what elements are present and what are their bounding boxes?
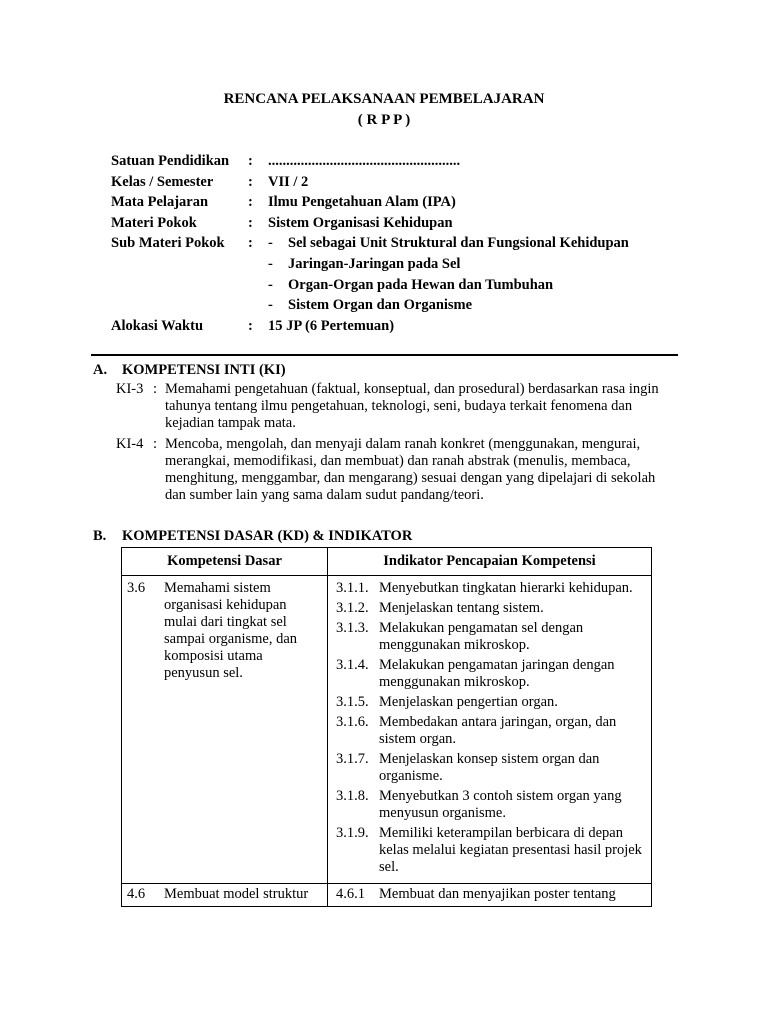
indicator-list [328,576,651,883]
indicator-item [336,714,645,748]
indicator-number: 3.1.1. [336,580,369,596]
info-value: ..................................................... [268,153,461,169]
info-value: VII / 2 [268,173,309,190]
section-letter: A. [93,362,108,378]
table-row [122,576,652,884]
kd-number: 3.6 [127,580,146,596]
info-value [268,256,691,273]
indicator-text: Menjelaskan konsep sistem organ dan organisme. [379,751,600,784]
indicator-number: 3.1.4. [336,657,369,673]
info-label: Mata Pelajaran [111,194,209,211]
kd-text: Membuat model struktur [164,886,309,902]
indicator-text: Menjelaskan pengertian organ. [379,694,558,710]
indicator-number: 3.1.3. [336,620,369,636]
document-title: RENCANA PELAKSANAAN PEMBELAJARAN [223,91,545,107]
section-letter: B. [93,528,107,544]
kd-cell [122,576,328,884]
document-subtitle: ( R P P ) [357,112,411,128]
indicator-text: Menyebutkan tingkatan hierarki kehidupan. [379,580,633,596]
info-colon: : [248,153,253,169]
section-title: KOMPETENSI INTI (KI) [122,362,286,378]
info-label: Kelas / Semester [111,173,214,190]
info-label: Sub Materi Pokok [111,235,225,252]
indicator-item [336,751,645,785]
info-label: Materi Pokok [111,214,197,231]
info-value [268,297,691,314]
info-label: Alokasi Waktu [111,317,204,334]
ki-4-item [116,436,676,504]
info-colon: : [248,194,253,211]
info-row-sub-materi-2 [111,256,691,277]
ki-colon: : [153,436,158,452]
info-row-alokasi [111,318,691,339]
kd-indicator-table [121,547,652,907]
indicator-text: Memiliki keterampilan berbicara di depan kelas melalui kegiatan presentasi hasil projek sel. [379,825,642,875]
info-row-materi [111,215,691,236]
info-value: Sistem Organisasi Kehidupan [268,214,453,231]
info-row-sub-materi [111,235,691,256]
info-value [268,277,691,294]
ki-text: Memahami pengetahuan (faktual, konseptual, dan prosedural) berdasarkan rasa ingin tahunya tentang ilmu pengetahuan, teknologi, seni, budaya terkait fenomena dan kejadian tampak mata. [165,381,659,431]
info-colon: : [248,317,253,334]
indicator-item [336,825,645,876]
indicator-number: 3.1.6. [336,714,369,730]
ki-text: Mencoba, mengolah, dan menyaji dalam ranah konkret (menggunakan, mengurai, merangkai, memodifikasi, dan membuat) dan ranah abstrak (menulis, membaca, menghitung, menggambar, dan mengarang) sesuai dengan yang dipelajari di sekolah dan sumber lain yang sama dalam sudut pandang/teori. [165,436,656,503]
indicator-item [336,620,645,654]
info-row-mapel [111,194,691,215]
indicator-text: Melakukan pengamatan sel dengan menggunakan mikroskop. [379,620,584,653]
info-row-kelas [111,174,691,195]
indicator-number: 3.1.5. [336,694,369,710]
kd-number: 4.6 [127,886,146,902]
indicator-item [336,886,645,903]
indicator-item [336,600,645,617]
indicator-text: Menyebutkan 3 contoh sistem organ yang menyusun organisme. [379,788,622,821]
column-header-kd: Kompetensi Dasar [122,548,328,576]
info-row-sub-materi-3 [111,277,691,298]
ki-3-item [116,381,676,432]
ki-code: KI-3 [116,381,144,397]
indicator-text: Membedakan antara jaringan, organ, dan sistem organ. [379,714,617,747]
info-value: 15 JP (6 Pertemuan) [268,317,395,334]
ki-code: KI-4 [116,436,144,452]
indicator-text: Membuat dan menyajikan poster tentang [379,886,616,902]
info-value [268,235,691,252]
info-row-sub-materi-4 [111,297,691,318]
kd-cell [122,884,328,907]
sub-materi-item: Jaringan-Jaringan pada Sel [288,255,461,272]
list-dash: - [268,255,273,272]
indicator-number: 3.1.9. [336,825,369,841]
indicator-cell [328,884,652,907]
section-b-heading [93,528,412,545]
info-label: Satuan Pendidikan [111,153,230,169]
info-value: Ilmu Pengetahuan Alam (IPA) [268,194,456,211]
horizontal-divider [91,354,678,356]
list-dash: - [268,297,273,314]
info-colon: : [248,214,253,231]
indicator-item [336,580,645,597]
info-colon: : [248,173,253,190]
indicator-text: Menjelaskan tentang sistem. [379,600,544,616]
identity-block [111,153,691,338]
kd-text: Memahami sistem organisasi kehidupan mulai dari tingkat sel sampai organisme, dan komposisi utama penyusun sel. [164,580,298,681]
indicator-number: 3.1.8. [336,788,369,804]
sub-materi-item: Organ-Organ pada Hewan dan Tumbuhan [288,276,554,293]
table-row [122,884,652,907]
table-header-row [122,548,652,576]
list-dash: - [268,235,273,252]
column-header-indicator: Indikator Pencapaian Kompetensi [328,548,652,576]
info-row-satuan [111,153,691,174]
list-dash: - [268,276,273,293]
info-colon: : [248,235,253,252]
indicator-number: 3.1.7. [336,751,369,767]
sub-materi-item: Sel sebagai Unit Struktural dan Fungsional Kehidupan [288,235,629,252]
indicator-cell [328,576,652,884]
indicator-item [336,694,645,711]
indicator-item [336,657,645,691]
indicator-text: Melakukan pengamatan jaringan dengan menggunakan mikroskop. [379,657,615,690]
ki-colon: : [153,381,158,397]
section-title: KOMPETENSI DASAR (KD) & INDIKATOR [122,528,413,544]
indicator-number: 4.6.1 [336,886,365,902]
section-a-heading [93,362,286,379]
sub-materi-item: Sistem Organ dan Organisme [288,297,473,314]
indicator-item [336,788,645,822]
indicator-number: 3.1.2. [336,600,369,616]
